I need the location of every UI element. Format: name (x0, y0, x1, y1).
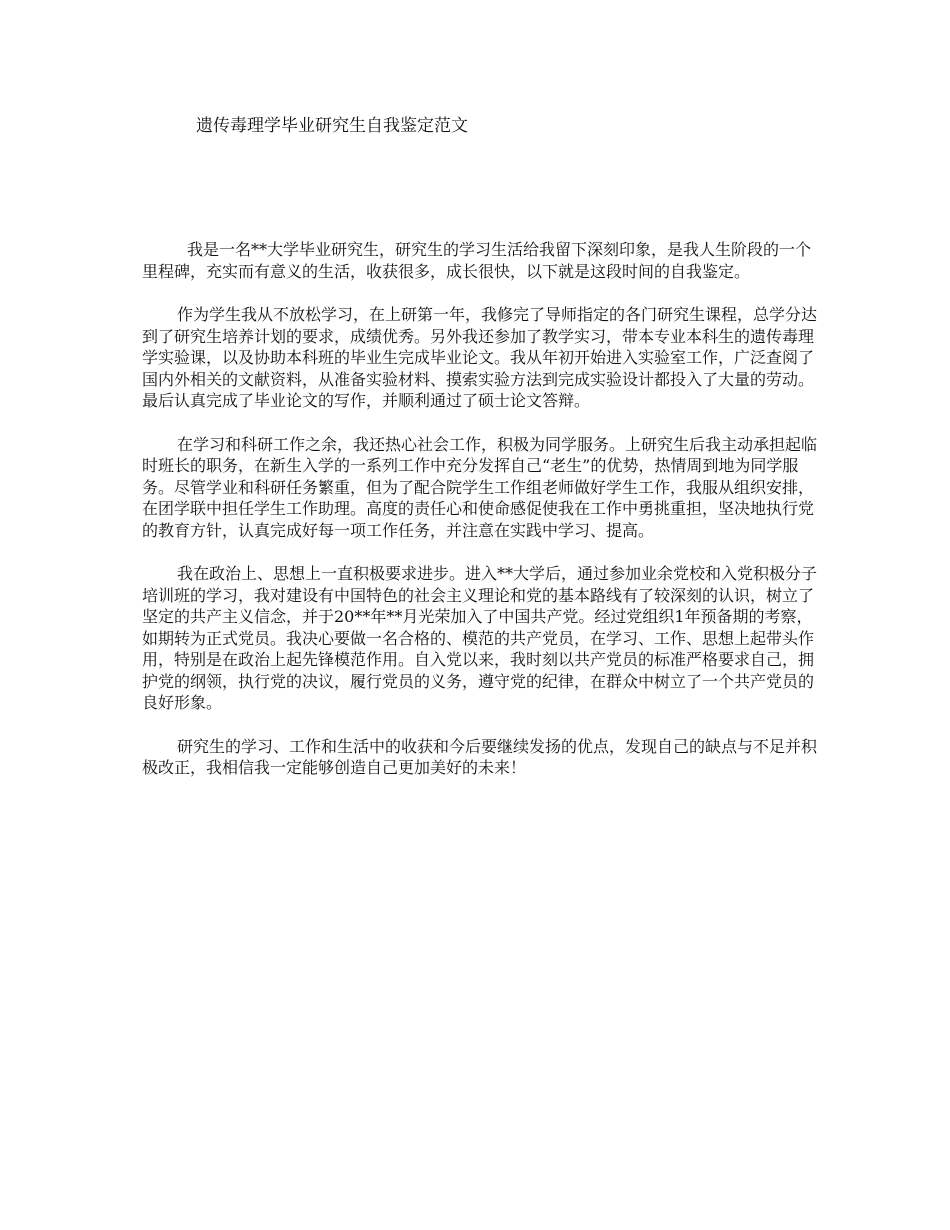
paragraph-social-work: 在学习和科研工作之余，我还热心社会工作，积极为同学服务。上研究生后我主动承担起临时班长的职务，在新生入学的一系列工作中充分发挥自己“老生”的优势，热情周到地为同学服务。尽管学业和科研任务繁重，但为了配合院学生工作组老师做好学生工作，我服从组织安排，在团学联中担任学生工作助理。高度的责任心和使命感促使我在工作中勇挑重担，坚决地执行党的教育方针，认真完成好每一项工作任务，并注意在实践中学习、提高。 (142, 434, 818, 540)
paragraph-study: 作为学生我从不放松学习，在上研第一年，我修完了导师指定的各门研究生课程，总学分达到了研究生培养计划的要求，成绩优秀。另外我还参加了教学实习，带本专业本科生的遗传毒理学实验课，以及协助本科班的毕业生完成毕业论文。我从年初开始进入实验室工作，广泛查阅了国内外相关的文献资料，从准备实验材料、摸索实验方法到完成实验设计都投入了大量的劳动。最后认真完成了毕业论文的写作，并顺利通过了硕士论文答辩。 (142, 305, 818, 410)
paragraph-intro: 我是一名**大学毕业研究生，研究生的学习生活给我留下深刻印象，是我人生阶段的一个里程碑，充实而有意义的生活，收获很多，成长很快，以下就是这段时间的自我鉴定。 (142, 240, 812, 281)
document-body (142, 239, 822, 801)
paragraph-political: 我在政治上、思想上一直积极要求进步。进入**大学后，通过参加业余党校和入党积极分子培训班的学习，我对建设有中国特色的社会主义理论和党的基本路线有了较深刻的认识，树立了坚定的共产主义信念，并于20**年**月光荣加入了中国共产党。经过党组织1年预备期的考察，如期转为正式党员。我决心要做一名合格的、模范的共产党员，在学习、工作、思想上起带头作用，特别是在政治上起先锋模范作用。自入党以来，我时刻以共产党员的标准严格要求自己，拥护党的纲领，执行党的决议，履行党员的义务，遵守党的纪律，在群众中树立了一个共产党员的良好形象。 (142, 564, 818, 712)
paragraph-conclusion: 研究生的学习、工作和生活中的收获和今后要继续发扬的优点，发现自己的缺点与不足并积极改正，我相信我一定能够创造自己更加美好的未来！ (142, 736, 818, 777)
document-title: 遗传毒理学毕业研究生自我鉴定范文 (196, 116, 468, 136)
